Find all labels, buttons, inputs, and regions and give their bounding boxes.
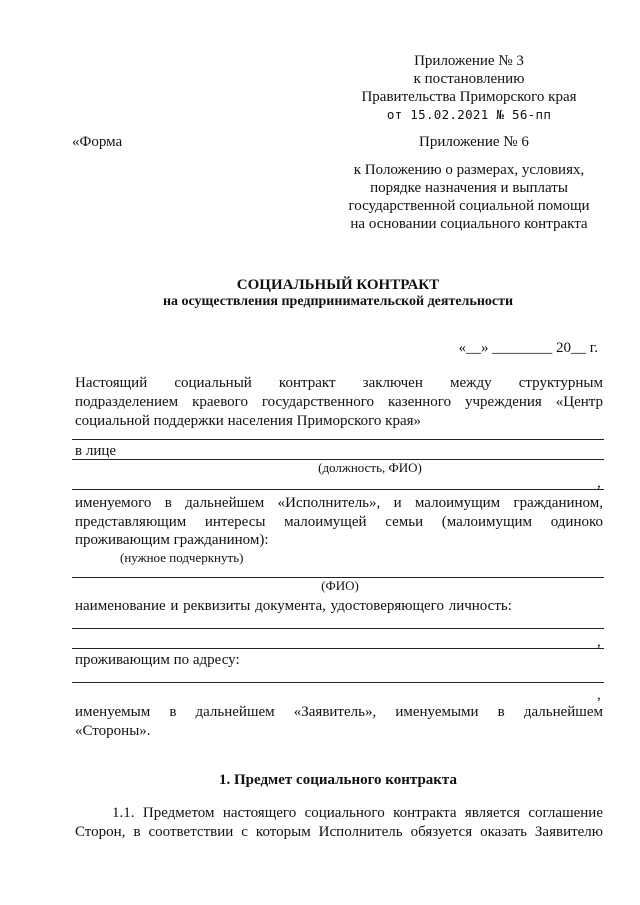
fio-caption: (ФИО) <box>321 578 359 593</box>
address-label: проживающим по адресу: <box>75 652 240 668</box>
in-person-label: в лице <box>75 443 117 459</box>
underline-note: (нужное подчеркнуть) <box>120 550 244 565</box>
appendix6-title: Приложение № 6 <box>419 134 529 150</box>
comma-3: , <box>597 687 601 703</box>
document-title: СОЦИАЛЬНЫЙ КОНТРАКТ <box>236 277 440 293</box>
blank-line-document <box>72 628 604 629</box>
blank-line-document-2 <box>72 648 604 649</box>
blank-line-address <box>72 682 604 683</box>
position-fio-caption: (должность, ФИО) <box>318 460 422 475</box>
appendix6-line1: к Положению о размерах, условиях, <box>353 162 585 178</box>
appendix3-title: Приложение № 3 <box>414 53 524 69</box>
appendix3-header <box>340 52 598 124</box>
appendix6-reference <box>340 161 598 233</box>
section1-line1: 1.1. Предметом настоящего социального контракта является соглашение <box>112 805 603 821</box>
government-name: Правительства Приморского края <box>361 89 577 105</box>
document-subtitle: на осуществления предпринимательской деятельности <box>162 294 514 309</box>
appendix6-line3: государственной социальной помощи <box>348 198 590 214</box>
intro-line1: Настоящий социальный контракт заключен между структурным <box>75 375 603 391</box>
comma-1: , <box>597 475 601 491</box>
document-id-line: наименование и реквизиты документа, удостоверяющего личность: <box>75 598 512 614</box>
appendix6-line2: порядке назначения и выплаты <box>370 180 568 196</box>
comma-2: , <box>597 634 601 650</box>
executor-line3: проживающим гражданином): <box>75 532 269 548</box>
date-line: «__» ________ 20__ г. <box>458 340 598 356</box>
applicant-line1: именуемым в дальнейшем «Заявитель», именуемыми в дальнейшем <box>75 704 603 720</box>
form-label: «Форма <box>72 134 123 150</box>
blank-line-position <box>72 489 604 490</box>
executor-line2: представляющим интересы малоимущей семьи (малоимущим одиноко <box>75 514 603 530</box>
blank-line-organization <box>72 439 604 440</box>
executor-line1: именуемого в дальнейшем «Исполнитель», и малоимущим гражданином, <box>75 495 603 511</box>
section1-heading: 1. Предмет социального контракта <box>219 772 457 788</box>
section1-line2: Сторон, в соответствии с которым Исполнитель обязуется оказать Заявителю <box>75 824 603 840</box>
to-resolution: к постановлению <box>413 71 525 87</box>
appendix6-line4: на основании социального контракта <box>350 216 588 232</box>
intro-line2: подразделением краевого государственного казенного учреждения «Центр <box>75 394 603 410</box>
applicant-line2: «Стороны». <box>75 723 151 739</box>
intro-line3: социальной поддержки населения Приморского края» <box>75 413 422 429</box>
decree-number: от 15.02.2021 № 56-пп <box>386 107 552 122</box>
